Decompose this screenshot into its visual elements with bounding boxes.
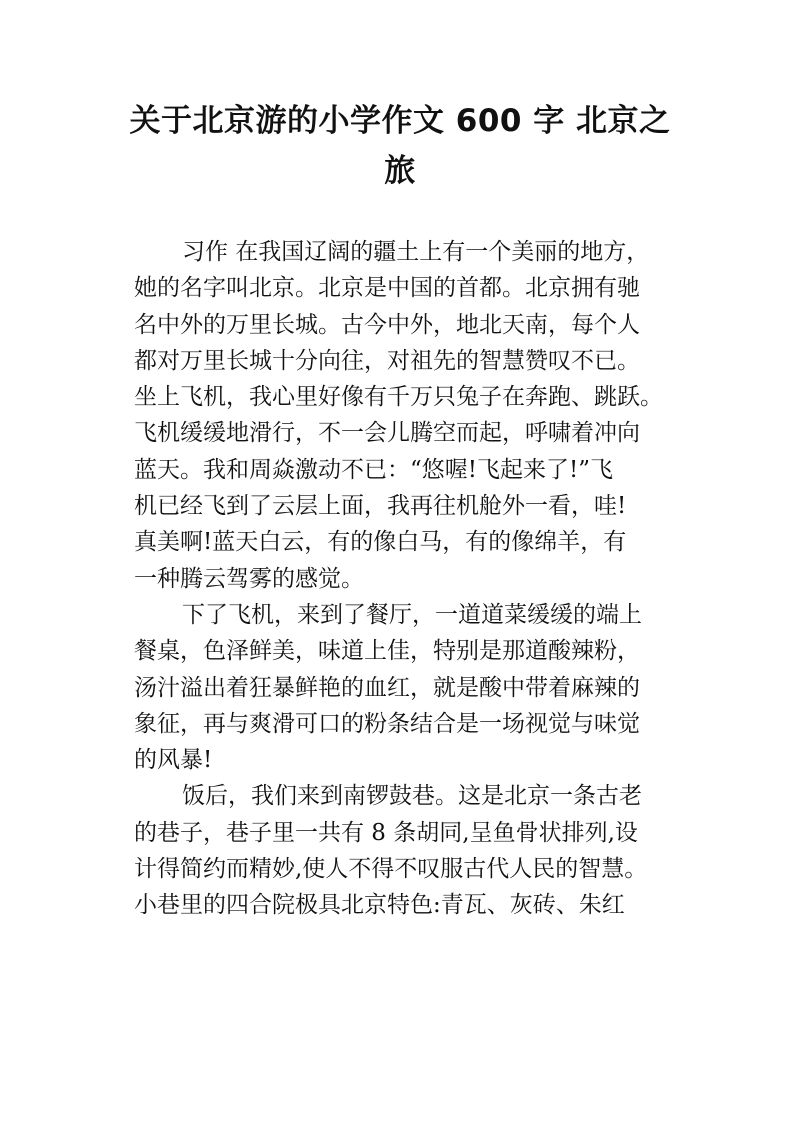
text-line: 都对万里长城十分向往，对祖先的智慧赞叹不已。 (134, 347, 640, 374)
paragraph-3 (134, 778, 694, 923)
text-line: 餐桌，色泽鲜美，味道上佳，特别是那道酸辣粉， (134, 638, 640, 665)
document-body (134, 234, 694, 924)
text-line: 的巷子，巷子里一共有 8 条胡同,呈鱼骨状排列,设 (134, 819, 638, 846)
text-line: 汤汁溢出着狂暴鲜艳的血红，就是酸中带着麻辣的 (134, 674, 640, 701)
text-line: 飞机缓缓地滑行，不一会儿腾空而起，呼啸着冲向 (134, 420, 640, 447)
text-line: 小巷里的四合院极具北京特色:青瓦、灰砖、朱红 (134, 892, 625, 919)
text-line: 名中外的万里长城。古今中外，地北天南，每个人 (134, 311, 640, 338)
title-line-1: 关于北京游的小学作文 600 字 北京之 (129, 103, 671, 139)
text-line: 象征，再与爽滑可口的粉条结合是一场视觉与味觉 (134, 710, 640, 737)
document-title (120, 96, 680, 196)
text-line: 习作 在我国辽阔的疆土上有一个美丽的地方， (182, 239, 650, 265)
text-line: 真美啊!蓝天白云，有的像白马，有的像绵羊，有 (134, 529, 627, 556)
text-line: 饭后，我们来到南锣鼓巷。这是北京一条古老 (182, 783, 642, 810)
text-line: 坐上飞机，我心里好像有千万只兔子在奔跑、跳跃。 (134, 384, 663, 411)
text-line: 蓝天。我和周焱激动不已：“悠喔!飞起来了!”飞 (134, 456, 614, 483)
text-line: 她的名字叫北京。北京是中国的首都。北京拥有驰 (134, 275, 640, 302)
text-line: 计得简约而精妙,使人不得不叹服古代人民的智慧。 (134, 856, 648, 883)
text-line: 机已经飞到了云层上面，我再往机舱外一看，哇! (134, 493, 627, 520)
text-line: 下了飞机，来到了餐厅，一道道菜缓缓的端上 (182, 601, 642, 628)
text-line: 的风暴! (134, 747, 213, 774)
title-line-2: 旅 (384, 153, 416, 189)
paragraph-2 (134, 597, 694, 778)
paragraph-1 (134, 234, 694, 597)
text-line: 一种腾云驾雾的感觉。 (134, 565, 364, 592)
